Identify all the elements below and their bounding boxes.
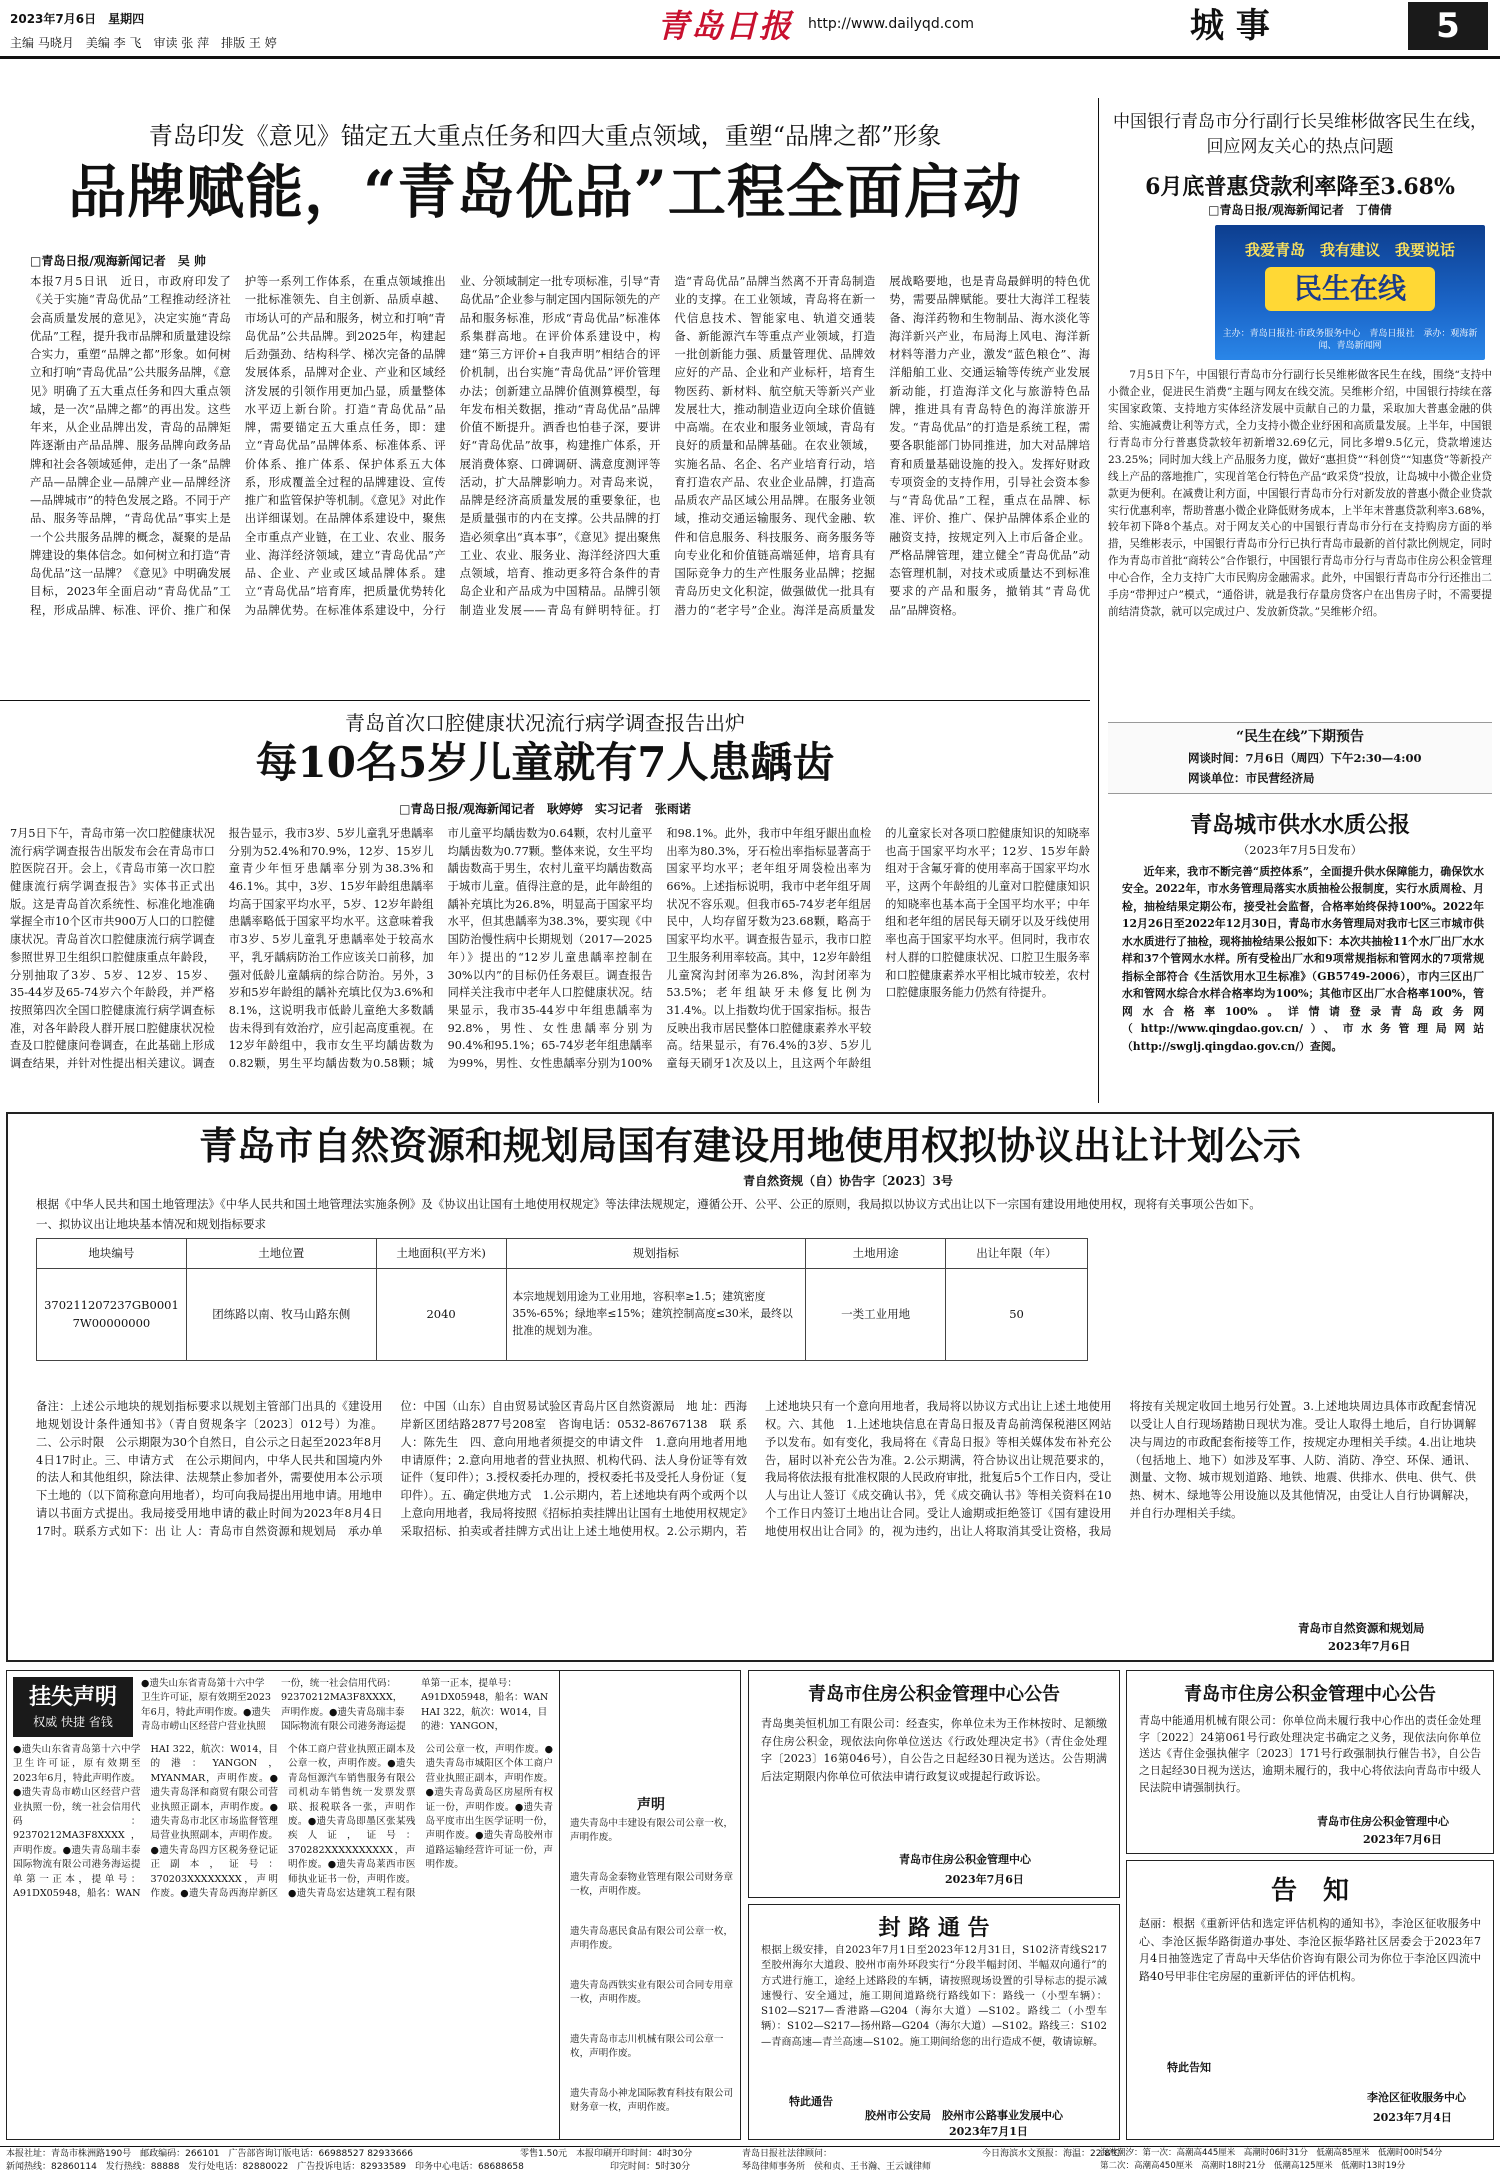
land-doc-number: 青自然资规（自）协告字〔2023〕3号 xyxy=(743,1174,953,1188)
lead-kicker: 青岛印发《意见》锚定五大重点任务和四大重点领域，重塑“品牌之都”形象 xyxy=(148,122,942,150)
footer-legal: 青岛日报社法律顾问： xyxy=(742,2149,833,2159)
table-row xyxy=(37,1269,1088,1361)
inform-notice xyxy=(1126,1860,1494,2140)
footer-print-time: 印完时间：5时30分 xyxy=(610,2162,691,2172)
land-sign-org: 青岛市自然资源和规划局 xyxy=(1298,1621,1425,1635)
table-cell: 50 xyxy=(946,1269,1088,1361)
fund1-title: 青岛市住房公积金管理中心公告 xyxy=(808,1684,1060,1705)
water-title: 青岛城市供水水质公报 xyxy=(1189,812,1410,838)
road-body: 根据上级安排，自2023年7月1日至2023年12月31日，S102济青线S217至胶州海尔大道段、胶州市南外环段实行“分段半幅封闭、半幅双向通行”的方式进行施工，途经上述路段的车辆，请按照现场设置的引导标志的提示减速慢行、安全通过，施工期间道路绕行路线如下：路线一（小型车辆）：S102—S217—香港路—G204（海尔大道）—S102。路线二（小型车辆）：S102—S217—扬州路—G204（海尔大道）—S102。路线三：S102—青商高速—青兰高速—S102。施工期间给您的出行造成不便，敬请谅解。 xyxy=(761,1945,1107,2048)
lead-byline: □青岛日报/观海新闻记者 吴 帅 xyxy=(30,254,206,268)
dental-body: 7月5日下午，青岛市第一次口腔健康状况流行病学调查报告出版发布会在青岛市口腔医院召开。会上，《青岛市第一次口腔健康流行病学调查报告》实体书正式出版。这是青岛首次系统性、标准化地准确掌握全市10个区市共900万人口的口腔健康状况。青岛首次口腔健康流行病学调查参照世界卫生组织口腔健康重点年龄段，分别抽取了3岁、5岁、12岁、15岁、35-44岁及65-74岁六个年龄段，并严格按照第四次全国口腔健康流行病学调查标准，对各年龄段人群开展口腔健康状况检查及口腔健康问卷调查，在此基础上形成调查结果，并针对性提出相关建议。调查报告显示，我市3岁、5岁儿童乳牙患龋率分别为52.4%和70.9%，12岁、15岁儿童青少年恒牙患龋率分别为38.3%和46.1%。其中，3岁、15岁年龄组患龋率均高于国家平均水平，5岁、12岁年龄组患龋率略低于国家平均水平。这意味着我市3岁、5岁儿童乳牙患龋率处于较高水平，乳牙龋病防治工作应该关口前移，加强对低龄儿童龋病的综合防治。另外，3岁和5岁年龄组的龋补充填比仅为3.6%和8.1%，这说明我市低龄儿童绝大多数龋齿未得到有效治疗，应引起高度重视。在12岁年龄组中，我市女生平均龋齿数为0.82颗，男生平均龋齿数为0.58颗；城市儿童平均龋齿数为0.64颗，农村儿童平均龋齿数为0.77颗。整体来说，女生平均龋齿数高于男生，农村儿童平均龋齿数高于城市儿童。值得注意的是，此年龄组的龋补充填比为26.8%，明显高于国家平均水平，但其患龋率为38.3%，要实现《中国防治慢性病中长期规划（2017—2025年）》提出的“12岁儿童患龋率控制在30%以内”的目标仍任务艰巨。调查报告同样关注我市中老年人口腔健康状况。结果显示，我市35-44岁中年组患龋率为92.8%，男性、女性患龋率分别为90.4%和95.1%；65-74岁老年组患龋率为99%，男性、女性患龋率分别为100%和98.1%。此外，我市中年组牙龈出血检出率为80.3%，牙石检出率指标显著高于国家平均水平；老年组牙周袋检出率为66%。上述指标说明，我市中老年组牙周状况不容乐观。但我市65-74岁老年组居民中，人均存留牙数为23.68颗，略高于国家平均水平。调查报告显示，我市口腔卫生服务利用率较高。其中，12岁年龄组儿童窝沟封闭率为26.8%，沟封闭率为53.5%；老年组缺牙未修复比例为31.4%。以上指数均优于国家指标。报告反映出我市居民整体口腔健康素养水平较高。结果显示，有76.4%的3岁、5岁儿童每天刷牙1次及以上，且这两个年龄组的儿童家长对各项口腔健康知识的知晓率也高于国家平均水平；12岁、15岁年龄组对于含氟牙膏的使用率高于国家平均水平，这两个年龄组的儿童对口腔健康知识的知晓率也基本高于全国平均水平；中年组和老年组的居民每天刷牙以及牙线使用率也高于国家平均水平。但同时，我市农村人群的口腔健康状况、口腔卫生服务率和口腔健康素养水平相比城市较差，农村口腔健康服务能力仍然有待提升。 xyxy=(10,827,1090,1070)
inform-date: 2023年7月4日 xyxy=(1373,2111,1452,2124)
masthead-date: 2023年7月6日 星期四 xyxy=(10,12,145,26)
masthead xyxy=(0,0,1500,72)
fund2-body: 青岛中能通用机械有限公司：你单位尚未履行我中心作出的责任金处理字〔2022〕24第061号行政处理决定书确定之义务，现依法向你单位送达《青住金强执催字〔2023〕171号行政强制执行催告书》，自公告之日起经30日视为送达，逾期未履行的，我中心将依法向青岛市中级人民法院申请强制执行。 xyxy=(1139,1714,1481,1794)
fund1-date: 2023年7月6日 xyxy=(945,1873,1024,1886)
banner-title: 民生在线 xyxy=(1265,267,1435,311)
lead-headline: 品牌赋能，“青岛优品”工程全面启动 xyxy=(68,158,1022,226)
land-sign-date: 2023年7月6日 xyxy=(1328,1639,1411,1653)
lost-title-box xyxy=(13,1677,133,1737)
column-divider xyxy=(1098,98,1099,1103)
table-cell: 一类工业用地 xyxy=(806,1269,946,1361)
table-header: 地块编号 xyxy=(37,1239,187,1269)
declaration-heading: 声明 xyxy=(637,1797,665,1813)
inform-sign: 特此告知 xyxy=(1167,2061,1211,2074)
fund-notice-1 xyxy=(748,1670,1120,1898)
lost-body: ●遗失山东省青岛第十六中学卫生许可证，原有效期至2023年6月，特此声明作废。●遗失青岛市崂山区经营户营业执照一份，统一社会信用代码：92370212MA3F8XXXX，声明作废。●遗失青岛瑞丰泰国际物流有限公司港务海运提单第一正本，提单号：A91DX05948，船名：WAN HAI 322，航次：W014，目的港：YANGON，MYANMAR，声明作废。●遗失青岛泽和商贸有限公司营业执照正副本，声明作废。●遗失青岛市北区市场监督管理局营业执照副本，声明作废。●遗失青岛四方区税务登记证正副本，证号：370203XXXXXXXX，声明作废。●遗失青岛西海岸新区个体工商户营业执照正副本及公章一枚，声明作废。●遗失青岛恒源汽车销售服务有限公司机动车销售统一发票发票联、报税联各一张，声明作废。●遗失青岛即墨区张某残疾人证，证号：370282XXXXXXXXXX，声明作废。●遗失青岛莱西市医师执业证书一份，声明作废。●遗失青岛宏达建筑工程有限公司公章一枚，声明作废。●遗失青岛市城阳区个体工商户营业执照正副本，声明作废。●遗失青岛黄岛区房屋所有权证一份，声明作废。●遗失青岛平度市出生医学证明一份，声明作废。●遗失青岛胶州市道路运输经营许可证一份，声明作废。 xyxy=(13,1744,553,1899)
footer xyxy=(0,2148,1500,2175)
minsheng-banner xyxy=(1215,225,1485,360)
table-header: 出让年限（年） xyxy=(946,1239,1088,1269)
fund2-title: 青岛市住房公积金管理中心公告 xyxy=(1184,1684,1436,1705)
land-title: 青岛市自然资源和规划局国有建设用地使用权拟协议出让计划公示 xyxy=(198,1124,1301,1168)
fund1-body: 青岛奥美恒机加工有限公司：经查实，你单位未为王作林按时、足额缴存住房公积金，现依法向你单位送达《行政处理决定书》（青住金处理字〔2023〕16第046号），自公告之日起经30日视为送达。公告期满后法定期限内你单位可依法申请行政复议或提起行政诉讼。 xyxy=(761,1717,1107,1783)
masthead-url[interactable]: http://www.dailyqd.com xyxy=(808,16,975,32)
footer-weather: 今日海滨水文预报：海温：22.8℃ xyxy=(982,2149,1121,2159)
dental-kicker: 青岛首次口腔健康状况流行病学调查报告出炉 xyxy=(345,711,745,735)
table-header: 土地面积(平方米) xyxy=(376,1239,506,1269)
declaration-item: 遗失青岛市志川机械有限公司公章一枚，声明作废。 xyxy=(570,2034,724,2060)
sidebar-kicker: 中国银行青岛市分行副行长吴维彬做客民生在线，回应网友关心的热点问题 xyxy=(1113,112,1487,157)
declaration-column xyxy=(559,1671,741,2139)
road-sign: 特此通告 xyxy=(789,2095,833,2108)
sidebar-byline: □青岛日报/观海新闻记者 丁倩倩 xyxy=(1208,203,1392,217)
footer-rule xyxy=(0,2146,1500,2147)
land-intro: 根据《中华人民共和国土地管理法》《中华人民共和国土地管理法实施条例》及《协议出让国有土地使用权规定》等法律法规规定，遵循公开、公平、公正的原则，我局拟以协议方式出让以下一宗国有建设用地使用权，现将有关事项公告如下。 xyxy=(36,1197,1261,1211)
banner-footer: 主办：青岛日报社·市政务服务中心 青岛日报社 承办：观海新闻、青岛新闻网 xyxy=(1222,329,1478,351)
preview-time: 网谈时间：7月6日（周四）下午2:30—4:00 xyxy=(1188,751,1422,765)
land-notice xyxy=(6,1112,1494,1662)
lead-body: 本报7月5日讯 近日，市政府印发了《关于实施“青岛优品”工程推动经济社会高质量发展的意见》，决定实施“青岛优品”工程，提升我市品牌和质量建设综合实力，重塑“品牌之都”形象。如何树立和打响“青岛优品”公共服务品牌，《意见》明确了五大重点任务和四大重点领域，是一次“品牌之都”的再出发。这些年来，从企业品牌出发，青岛的品牌矩阵逐渐由产品品牌、服务品牌向政务品牌和社会各领域延伸，走出了一条“品牌产品—品牌企业—品牌产业—品牌经济—品牌城市”的特色发展之路。不同于产品、服务等品牌，“青岛优品”事实上是一个公共服务品牌的概念，凝聚的是品牌建设的集体信念。如何树立和打造“青岛优品”这一品牌？《意见》中明确发展目标，2023年全面启动“青岛优品”工程，形成品牌、标准、评价、推广和保护等一系列工作体系，在重点领域推出一批标准领先、自主创新、品质卓越、市场认可的产品和服务，树立和打响“青岛优品”公共品牌。到2025年，构建起后劲强劲、结构科学、梯次完备的品牌发展体系，品牌对企业、产业和区域经济发展的引领作用更加凸显，质量整体水平迈上新台阶。打造“青岛优品”品牌，需要锚定五大重点任务，即：建立“青岛优品”品牌体系、标准体系、评价体系、推广体系、保护体系五大体系，形成覆盖全过程的品牌建设、宣传推广和监管保护等机制。《意见》对此作出详细谋划。在品牌体系建设中，聚焦全市重点产业链，在工业、农业、服务业、海洋经济领域，建立“青岛优品”产品、企业、产业或区域品牌体系。建立“青岛优品”培育库，把质量优势转化为品牌优势。在标准体系建设中，分行业、分领域制定一批专项标准，引导“青岛优品”企业参与制定国内国际领先的产品和服务标准，形成“青岛优品”标准体系集群高地。在评价体系建设中，构建“第三方评价+自我声明”相结合的评价机制，出台实施“青岛优品”评价管理办法；创新建立品牌价值测算模型，每年发布相关数据，推动“青岛优品”品牌价值不断提升。酒香也怕巷子深，要讲好“青岛优品”故事，构建推广体系，开展消费体察、口碑调研、满意度测评等活动，扩大品牌影响力。对青岛来说，品牌是经济高质量发展的重要象征，也是质量强市的内在支撑。公共品牌的打造必须拿出“真本事”，《意见》提出聚焦工业、农业、服务业、海洋经济四大重点领域，培育、推动更多符合条件的青岛企业和产品成为中国精品。品牌引领制造业发展——青岛有鲜明特征。打造“青岛优品”品牌当然离不开青岛制造业的支撑。在工业领域，青岛将在新一代信息技术、智能家电、轨道交通装备、新能源汽车等重点产业领域，打造一批创新能力强、质量管理优、品牌效应好的产品、企业和产业标杆，培育生物医药、新材料、航空航天等新兴产业发展壮大，推动制造业迈向全球价值链中高端。在农业和服务业领域，青岛有良好的质量和品牌基础。在农业领域，实施名品、名企、名产业培育行动，培育打造农产品、农业企业品牌，打造高品质农产品区域公用品牌。在服务业领域，推动交通运输服务、现代金融、软件和信息服务、科技服务、商务服务等向专业化和价值链高端延伸，培育具有国际竞争力的生产性服务业品牌；挖掘青岛历史文化积淀，做强做优一批具有潜力的“老字号”企业。海洋是高质量发展战略要地，也是青岛最鲜明的特色优势，需要品牌赋能。要壮大海洋工程装备、海洋药物和生物制品、海水淡化等海洋新兴产业，布局海上风电、海洋新材料等潜力产业，激发“蓝色粮仓”、海洋船舶工业、交通运输等传统产业发展新动能，打造海洋文化与旅游特色品牌，推进具有青岛特色的海洋旅游开发。“青岛优品”的打造是系统工程，需要各职能部门协同推进，加大对品牌培育和质量基础设施的投入。发挥好财政专项资金的支持作用，引导社会资本参与“青岛优品”工程，重点在品牌、标准、评价、推广、保护品牌体系企业的融资支持，按规定列入上市后备企业。严格品牌管理，建立健全“青岛优品”动态管理机制，对技术或质量达不到标准要求的产品和服务，撤销其“青岛优品”品牌资格。 xyxy=(30,274,1090,617)
land-table xyxy=(36,1238,1088,1361)
fund2-date: 2023年7月6日 xyxy=(1363,1833,1442,1846)
road-date: 2023年7月1日 xyxy=(949,2125,1028,2138)
table-header: 土地位置 xyxy=(186,1239,376,1269)
inform-title: 告 知 xyxy=(1270,1876,1349,1906)
table-cell: 370211207237GB00017W00000000 xyxy=(37,1269,187,1361)
inform-org: 李沧区征收服务中心 xyxy=(1367,2091,1466,2104)
footer-lawyers: 琴岛律师事务所 侯和贞、王书瀚、王云诚律师 xyxy=(742,2162,932,2172)
preview-title: “民生在线”下期预告 xyxy=(1235,729,1365,745)
sidebar-headline: 6月底普惠贷款利率降至3.68% xyxy=(1145,174,1455,200)
lost-title: 挂失声明 xyxy=(28,1685,117,1710)
lost-subtitle: 权威 快捷 省钱 xyxy=(33,1715,113,1729)
footer-phones: 新闻热线：82860114 发行热线：88888 发行处电话：82880022 广告投诉电话：82933589 印务中心电话：68688658 xyxy=(6,2162,524,2172)
banner-slogan: 我爱青岛 我有建议 我要说话 xyxy=(1244,241,1455,259)
table-header: 土地用途 xyxy=(806,1239,946,1269)
masthead-rule xyxy=(0,56,1500,59)
declaration-item: 遗失青岛金泰物业管理有限公司财务章一枚，声明作废。 xyxy=(570,1872,734,1898)
section-rule xyxy=(0,700,1090,701)
table-header: 规划指标 xyxy=(506,1239,806,1269)
lost-announcements xyxy=(6,1670,741,2140)
table-header-row xyxy=(37,1239,1088,1269)
dental-byline: □青岛日报/观海新闻记者 耿婷婷 实习记者 张雨诺 xyxy=(399,802,691,816)
dental-headline: 每10名5岁儿童就有7人患龋齿 xyxy=(255,738,835,787)
water-body: 近年来，我市不断完善“质控体系”，全面提升供水保障能力，确保饮水安全。2022年，市水务管理局落实水质抽检公报制度，实行水质周检、月检，抽检结果定期公布，接受社会监督，合格率始终保持100%。2022年12月26日至2022年12月30日，青岛市水务管理局对我市七区三市城市供水水质进行了抽检，现将抽检结果公报如下：本次共抽检11个水厂出厂水水样和37个管网水水样。所有受检出厂水和9项常规指标和管网水的7项常规指标全部符合《生活饮用水卫生标准》（GB5749-2006），市内三区出厂水和管网水综合水样合格率均为100%；其他市区出厂水合格率100%，管网水合格率100%。详情请登录青岛政务网（http://www.qingdao.gov.cn/）、市水务管理局网站（http://swglj.qingdao.gov.cn/）查阅。 xyxy=(1122,865,1484,1053)
inform-body: 赵丽：根据《重新评估和选定评估机构的通知书》，李沧区征收服务中心、李沧区振华路街道办事处、李沧区振华路社区居委会于2023年7月4日抽签选定了青岛中天华估价咨询有限公司为你位于李沧区四流中路40号甲非住宅房屋的重新评估的评估机构。 xyxy=(1139,1917,1481,1983)
section-label: 城 事 xyxy=(1190,6,1270,46)
road-closure-notice xyxy=(748,1904,1120,2140)
masthead-editors: 主编 马晓月 美编 李 飞 审读 张 萍 排版 王 婷 xyxy=(10,36,277,50)
footer-address: 本报社址：青岛市株洲路190号 邮政编码：266101 广告部咨询订版电话：66988527 82933666 xyxy=(6,2149,414,2159)
sidebar-body: 7月5日下午，中国银行青岛市分行副行长吴维彬做客民生在线，围绕“支持中小微企业，促进民生消费”主题与网友在线交流。吴维彬介绍，中国银行持续在落实国家政策、支持地方实体经济发展中贡献自己的力量，采取加大普惠金融的供给、实施减费让利等方式，全力支持小微企业纾困和高质量发展。上半年，中国银行青岛市分行普惠贷款较年初新增32.69亿元，同比多增9.5亿元，贷款增速达23.25%；同时加大线上产品服务力度，做好“惠担贷”“科创贷”“知惠贷”等新投产线上产品的落地推广，实现首笔仓行特色产品“政采贷”投放，让岛城中小微企业贷款更为便利。在减费让利方面，中国银行青岛市分行对新发放的普惠小微企业贷款实行优惠利率，帮助普惠小微企业降低财务成本，上半年末普惠贷款利率3.68%，较年初下降8个基点。对于网友关心的中国银行青岛市分行在支持购房方面的举措，吴维彬表示，中国银行青岛市分行已执行青岛市最新的首付款比例规定，同时作为青岛市首批“商转公”合作银行，中国银行青岛市分行与青岛市住房公积金管理中心合作，全力支持广大市民购房金融需求。此外，中国银行青岛市分行还推出二手房“带押过户”模式，“通俗讲，就是我行存量房贷客户在出售房子时，不需要提前结清贷款，就可以完成过户、发放新贷款。”吴维彬介绍。 xyxy=(1108,369,1492,619)
table-cell: 本宗地规划用途为工业用地，容积率≥1.5；建筑密度35%-65%；绿地率≤15%；建筑控制高度≤30米，最终以批准的规划为准。 xyxy=(506,1269,806,1361)
table-cell: 团练路以南、牧马山路东侧 xyxy=(186,1269,376,1361)
fund-notice-2 xyxy=(1126,1670,1494,1854)
declaration-item: 遗失青岛中丰建设有限公司公章一枚，声明作废。 xyxy=(570,1818,734,1844)
road-org: 胶州市公安局 胶州市公路事业发展中心 xyxy=(865,2109,1063,2122)
water-subtitle: （2023年7月5日发布） xyxy=(1237,843,1363,857)
declaration-item: 遗失青岛惠民食品有限公司公章一枚，声明作废。 xyxy=(570,1926,734,1952)
declaration-item: 遗失青岛西铁实业有限公司合同专用章一枚，声明作废。 xyxy=(570,1980,734,2006)
table-cell: 2040 xyxy=(376,1269,506,1361)
fund2-sign: 青岛市住房公积金管理中心 xyxy=(1317,1815,1449,1828)
footer-tide-2: 第二次：高潮高450厘米 高潮时18时21分 低潮高125厘米 低潮时13时19分 xyxy=(1100,2161,1406,2171)
footer-tide-1: 海港潮汐：第一次：高潮高445厘米 高潮时06时31分 低潮高85厘米 低潮时00时54分 xyxy=(1100,2148,1443,2158)
declaration-item: 遗失青岛小神龙国际教育科技有限公司财务章一枚，声明作废。 xyxy=(570,2088,734,2114)
road-title: 封 路 通 告 xyxy=(878,1915,990,1941)
footer-price: 零售1.50元 本报印刷开印时间：4时30分 xyxy=(520,2149,693,2159)
land-body: 备注：上述公示地块的规划指标要求以规划主管部门出具的《建设用地规划设计条件通知书》（青自贸规条字〔2023〕012号）为准。二、公示时限 公示期限为30个自然日，自公示之日起至2023年8月4日17时止。三、申请方式 在公示期间内，中华人民共和国境内外的法人和其他组织，除法律、法规禁止参加者外，需要使用本公示项下土地的（以下简称意向用地者），均可向我局提出用地申请。用地申请以书面方式提出。我局接受用地申请的截止时间为2023年8月4日17时。联系方式如下：出 让 人：青岛市自然资源和规划局 承办单位：中国（山东）自由贸易试验区青岛片区自然资源局 地 址：西海岸新区团结路2877号208室 咨询电话：0532-86767138 联 系 人：陈先生 四、意向用地者须提交的申请文件 1.意向用地者用地申请原件；2.意向用地者的营业执照、机构代码、法人身份证等有效证件（复印件）；3.授权委托办理的，授权委托书及受托人身份证（复印件）。五、确定供地方式 1.公示期内，若上述地块有两个或两个以上意向用地者，我局将按照《招标拍卖挂牌出让国有土地使用权规定》采取招标、拍卖或者挂牌方式出让上述土地使用权。2.公示期内，若上述地块只有一个意向用地者，我局将以协议方式出让上述土地使用权。六、其他 1.上述地块信息在青岛日报及青岛前湾保税港区网站予以发布。如有变化，我局将在《青岛日报》等相关媒体发布补充公告，届时以补充公告为准。2.公示期满，符合协议出让规范要求的，我局将依法报有批准权限的人民政府审批，批复后5个工作日内，受让人与出让人签订《成交确认书》，凭《成交确认书》等相关资料在10个工作日内签订土地出让合同。受让人逾期或拒绝签订《国有建设用地使用权出让合同》的，视为违约，出让人将取消其受让资格，我局将按有关规定收回土地另行处置。3.上述地块周边具体市政配套情况以受让人自行现场踏勘日现状为准。受让人取得土地后，自行协调解决与周边的市政配套衔接等工作，按规定办理相关手续。4.出让地块（包括地上、地下）如涉及军事、人防、消防、净空、环保、通讯、测量、文物、城市规划道路、地铁、地震、供排水、供电、供气、供热、树木、绿地等公用设施以及其他情况，由受让人自行协调解决，并自行办理相关手续。 xyxy=(36,1400,1476,1538)
lost-body-top: ●遗失山东省青岛第十六中学卫生许可证，原有效期至2023年6月，特此声明作废。●遗失青岛市崂山区经营户营业执照一份，统一社会信用代码：92370212MA3F8XXXX，声明作废。●遗失青岛瑞丰泰国际物流有限公司港务海运提单第一正本，提单号：A91DX05948，船名：WAN HAI 322，航次：W014，目的港：YANGON， xyxy=(141,1678,549,1733)
land-section1: 一、拟协议出让地块基本情况和规划指标要求 xyxy=(36,1217,266,1231)
newspaper-logo: 青岛日报 xyxy=(657,7,794,45)
preview-box xyxy=(1108,722,1492,794)
page-number-badge: 5 xyxy=(1408,2,1488,50)
fund1-sign: 青岛市住房公积金管理中心 xyxy=(899,1853,1031,1866)
preview-unit: 网谈单位：市民营经济局 xyxy=(1188,771,1315,785)
